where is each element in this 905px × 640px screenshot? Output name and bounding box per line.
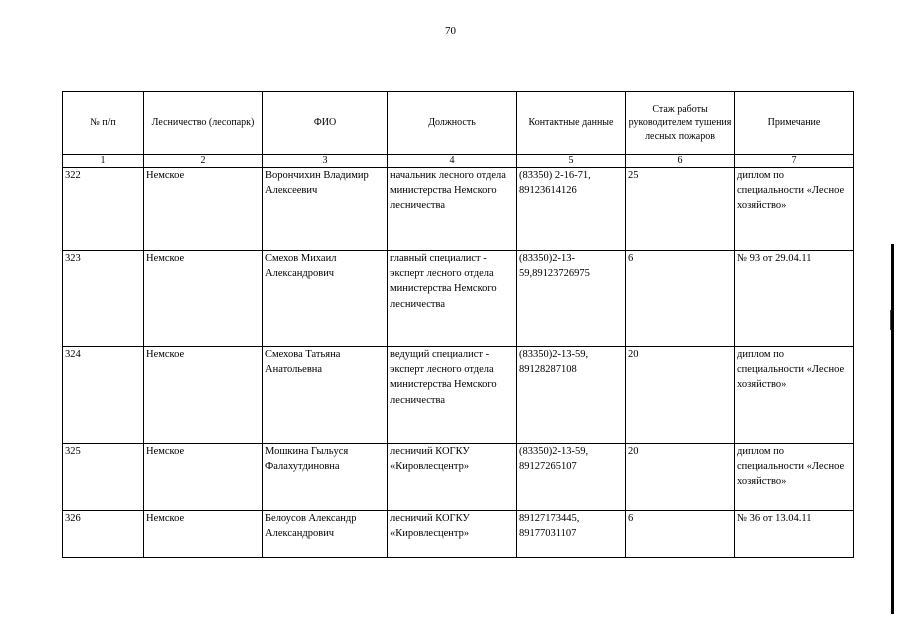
cell-forestry: Немское xyxy=(144,168,263,251)
column-number: 1 xyxy=(63,155,144,168)
cell-note: диплом по специальности «Лесное хозяйство» xyxy=(735,168,854,251)
header-forestry: Лесничество (лесопарк) xyxy=(144,92,263,155)
table-row xyxy=(63,168,854,251)
cell-number: 325 xyxy=(63,444,144,511)
cell-note: № 36 от 13.04.11 xyxy=(735,511,854,558)
table-row xyxy=(63,511,854,558)
cell-contacts: 89127173445, 89177031107 xyxy=(517,511,626,558)
cell-contacts: (83350)2-13-59, 89127265107 xyxy=(517,444,626,511)
column-number: 6 xyxy=(626,155,735,168)
column-number: 4 xyxy=(388,155,517,168)
cell-forestry: Немское xyxy=(144,251,263,347)
cell-position: лесничий КОГКУ «Кировлесцентр» xyxy=(388,444,517,511)
scan-edge-line xyxy=(891,244,894,614)
cell-number: 322 xyxy=(63,168,144,251)
column-number: 7 xyxy=(735,155,854,168)
cell-forestry: Немское xyxy=(144,347,263,444)
cell-experience: 6 xyxy=(626,251,735,347)
header-contacts: Контактные данные xyxy=(517,92,626,155)
table-row xyxy=(63,347,854,444)
header-note: Примечание xyxy=(735,92,854,155)
column-number: 3 xyxy=(263,155,388,168)
page-number: 70 xyxy=(445,25,456,37)
cell-position: ведущий специалист - эксперт лесного отдела министерства Немского лесничества xyxy=(388,347,517,444)
cell-experience: 20 xyxy=(626,347,735,444)
table-row xyxy=(63,444,854,511)
cell-number: 323 xyxy=(63,251,144,347)
cell-contacts: (83350) 2-16-71, 89123614126 xyxy=(517,168,626,251)
cell-name: Смехова Татьяна Анатольевна xyxy=(263,347,388,444)
cell-contacts: (83350)2-13-59, 89128287108 xyxy=(517,347,626,444)
column-number: 2 xyxy=(144,155,263,168)
cell-contacts: (83350)2-13-59,89123726975 xyxy=(517,251,626,347)
cell-name: Ворончихин Владимир Алексеевич xyxy=(263,168,388,251)
scan-edge-line xyxy=(890,310,891,330)
table-row xyxy=(63,251,854,347)
cell-position: начальник лесного отдела министерства Немского лесничества xyxy=(388,168,517,251)
cell-number: 326 xyxy=(63,511,144,558)
cell-experience: 20 xyxy=(626,444,735,511)
cell-experience: 25 xyxy=(626,168,735,251)
header-row xyxy=(63,92,854,155)
staff-table xyxy=(62,91,854,558)
cell-name: Смехов Михаил Александрович xyxy=(263,251,388,347)
cell-position: лесничий КОГКУ «Кировлесцентр» xyxy=(388,511,517,558)
cell-forestry: Немское xyxy=(144,444,263,511)
header-name: ФИО xyxy=(263,92,388,155)
cell-experience: 6 xyxy=(626,511,735,558)
cell-forestry: Немское xyxy=(144,511,263,558)
cell-note: диплом по специальности «Лесное хозяйство» xyxy=(735,347,854,444)
header-position: Должность xyxy=(388,92,517,155)
cell-name: Белоусов Александр Александрович xyxy=(263,511,388,558)
cell-name: Мошкина Гыльуся Фалахутдиновна xyxy=(263,444,388,511)
cell-number: 324 xyxy=(63,347,144,444)
header-experience: Стаж работы руководителем тушения лесных пожаров xyxy=(626,92,735,155)
cell-position: главный специалист - эксперт лесного отдела министерства Немского лесничества xyxy=(388,251,517,347)
column-number: 5 xyxy=(517,155,626,168)
column-number-row xyxy=(63,155,854,168)
cell-note: диплом по специальности «Лесное хозяйство» xyxy=(735,444,854,511)
cell-note: № 93 от 29.04.11 xyxy=(735,251,854,347)
header-number: № п/п xyxy=(63,92,144,155)
